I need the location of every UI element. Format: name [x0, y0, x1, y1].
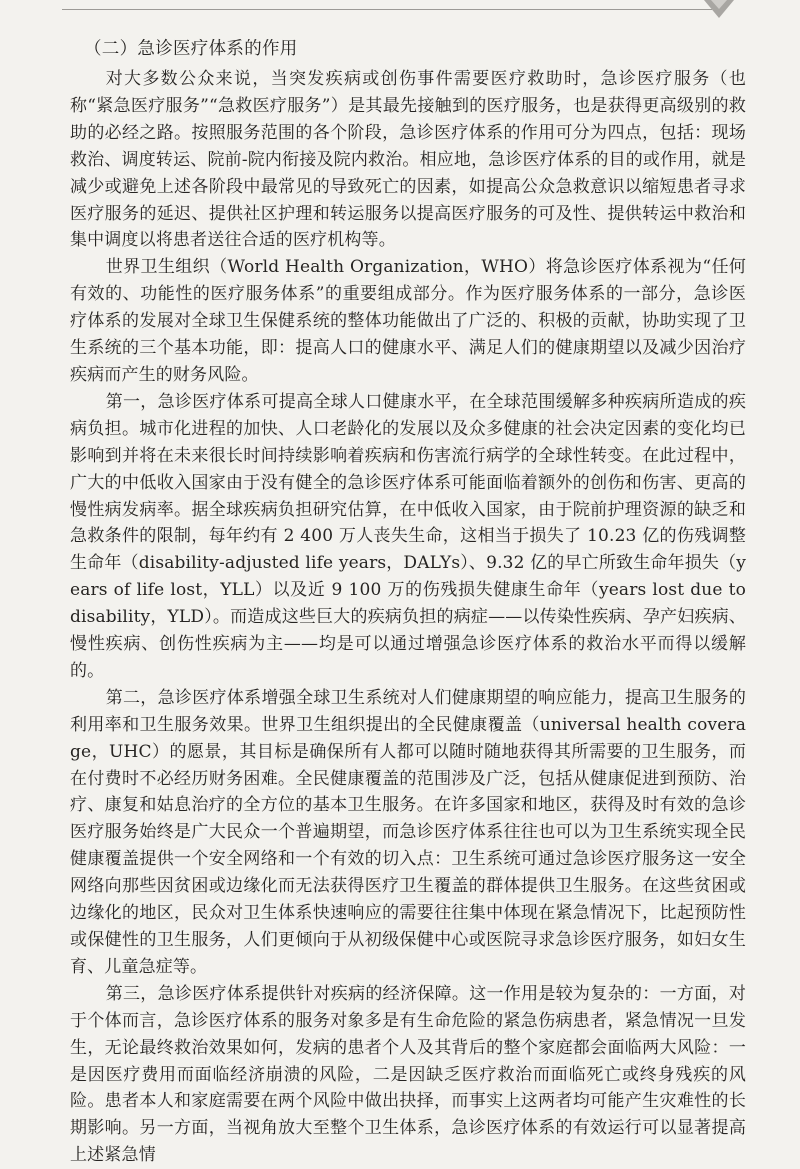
- paragraph-third: 第三，急诊医疗体系提供针对疾病的经济保障。这一作用是较为复杂的：一方面，对于个体而言，急诊医疗体系的服务对象多是有生命危险的紧急伤病患者，紧急情况一旦发生，无论最终救治效果如何，发病的患者个人及其背后的整个家庭都会面临两大风险：一是因医疗费用而面临经济崩溃的风险，二是因缺乏医疗救治而面临死亡或终身残疾的风险。患者本人和家庭需要在两个风险中做出抉择，而事实上这两者均可能产生灾难性的长期影响。另一方面，当视角放大至整个卫生体系，急诊医疗体系的有效运行可以显著提高上述紧急情: [70, 983, 746, 1166]
- section-heading: （二）急诊医疗体系的作用: [84, 39, 298, 59]
- page-corner-arrow-icon: [702, 0, 736, 20]
- paragraph-intro: 对大多数公众来说，当突发疾病或创伤事件需要医疗救助时，急诊医疗服务（也称“紧急医疗服务”“急救医疗服务”）是其最先接触到的医疗服务，也是获得更高级别的救助的必经之路。按照服务范围的各个阶段，急诊医疗体系的作用可分为四点，包括：现场救治、调度转运、院前-院内衔接及院内救治。相应地，急诊医疗体系的目的或作用，就是减少或避免上述各阶段中最常见的导致死亡的因素，如提高公众急救意识以缩短患者寻求医疗服务的延迟、提供社区护理和转运服务以提高医疗服务的可及性、提供转运中救治和集中调度以将患者送往合适的医疗机构等。: [70, 69, 746, 251]
- document-body: [70, 36, 746, 1169]
- paragraph-first: 第一，急诊医疗体系可提高全球人口健康水平，在全球范围缓解多种疾病所造成的疾病负担。城市化进程的加快、人口老龄化的发展以及众多健康的社会决定因素的变化均已影响到并将在未来很长时间持续影响着疾病和伤害流行病学的全球性转变。在此过程中，广大的中低收入国家由于没有健全的急诊医疗体系可能面临着额外的创伤和伤害、更高的慢性病发病率。据全球疾病负担研究估算，在中低收入国家，由于院前护理资源的缺乏和急救条件的限制，每年约有 2 400 万人丧失生命，这相当于损失了 10.23 亿的伤残调整生命年（disability-adjusted life years，DALYs）、9.32 亿的早亡所致生命年损失（years of life lost，YLL）以及近 9 100 万的伤残损失健康生命年（years lost due to disability，YLD）。而造成这些巨大的疾病负担的病症——以传染性疾病、孕产妇疾病、慢性疾病、创伤性疾病为主——均是可以通过增强急诊医疗体系的救治水平而得以缓解的。: [70, 391, 746, 681]
- paragraph-second: 第二，急诊医疗体系增强全球卫生系统对人们健康期望的响应能力，提高卫生服务的利用率和卫生服务效果。世界卫生组织提出的全民健康覆盖（universal health coverage，UHC）的愿景，其目标是确保所有人都可以随时随地获得其所需要的卫生服务，而在付费时不必经历财务困难。全民健康覆盖的范围涉及广泛，包括从健康促进到预防、治疗、康复和姑息治疗的全方位的基本卫生服务。在许多国家和地区，获得及时有效的急诊医疗服务始终是广大民众一个普遍期望，而急诊医疗体系往往也可以为卫生系统实现全民健康覆盖提供一个安全网络和一个有效的切入点：卫生系统可通过急诊医疗服务这一安全网络向那些因贫困或边缘化而无法获得医疗卫生覆盖的群体提供卫生服务。在这些贫困或边缘化的地区，民众对卫生体系快速响应的需要往往集中体现在紧急情况下，比起预防性或保健性的卫生服务，人们更倾向于从初级保健中心或医院寻求急诊医疗服务，如妇女生育、儿童急症等。: [70, 687, 746, 977]
- page-header-rule: [62, 9, 712, 10]
- paragraph-who: 世界卫生组织（World Health Organization，WHO）将急诊医疗体系视为“任何有效的、功能性的医疗服务体系”的重要组成部分。作为医疗服务体系的一部分，急诊医疗体系的发展对全球卫生保健系统的整体功能做出了广泛的、积极的贡献，协助实现了卫生系统的三个基本功能，即：提高人口的健康水平、满足人们的健康期望以及减少因治疗疾病而产生的财务风险。: [70, 257, 746, 385]
